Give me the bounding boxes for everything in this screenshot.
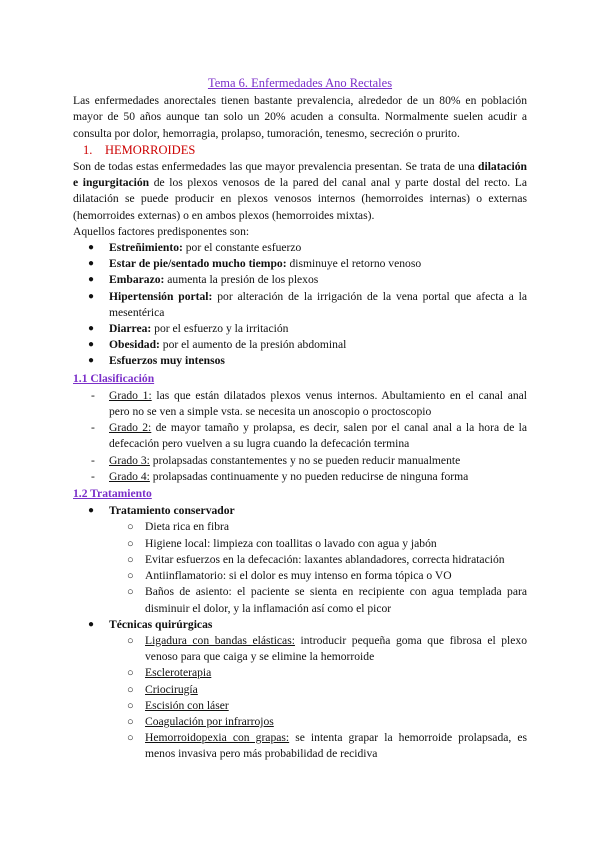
- factor-label: Estar de pie/sentado mucho tiempo:: [109, 257, 287, 271]
- document-content: [73, 75, 527, 763]
- technique-label: Coagulación por infrarrojos: [145, 714, 274, 728]
- list-item: [73, 256, 527, 272]
- list-item: [73, 272, 527, 288]
- factor-text: por alteración de la irrigación de la vena portal que afecta a la mesentérica: [109, 289, 527, 319]
- list-item: [73, 240, 527, 256]
- treatment-group-title: Técnicas quirúrgicas: [109, 617, 213, 631]
- surgical-group: [73, 617, 527, 633]
- intro-paragraph: Las enfermedades anorectales tienen bastante prevalencia, alrededor de un 80% en población mayor de 50 años aunque tan solo un 20% acuden a consulta. Normalmente suelen acudir a consulta por dolor, hemorragia, prolapso, tumoración, tenesmo, secreción o prurito.: [73, 94, 527, 140]
- circle-bullet-icon: ○: [127, 537, 134, 550]
- bullet-icon: ●: [88, 505, 95, 517]
- technique-label: Ligadura con bandas elásticas:: [145, 633, 295, 647]
- list-item: [73, 617, 527, 633]
- circle-bullet-icon: ○: [127, 715, 134, 728]
- circle-bullet-icon: ○: [127, 586, 134, 599]
- circle-bullet-icon: ○: [127, 634, 134, 647]
- section-title: HEMORROIDES: [105, 142, 196, 157]
- technique-label: Escisión con láser: [145, 698, 229, 712]
- para-start: Son de todas estas enfermedades las que mayor prevalencia presentan. Se trata de una: [73, 160, 479, 174]
- circle-bullet-icon: ○: [127, 683, 134, 696]
- technique-label: Hemorroidopexia con grapas:: [145, 731, 290, 745]
- factor-label: Estreñimiento:: [109, 241, 183, 255]
- circle-bullet-icon: ○: [127, 553, 134, 566]
- circle-bullet-icon: ○: [127, 732, 134, 745]
- technique-label: Criocirugía: [145, 682, 198, 696]
- page-title: Tema 6. Enfermedades Ano Rectales: [207, 76, 393, 90]
- list-item: [73, 730, 527, 762]
- list-item: [73, 552, 527, 568]
- grade-text: prolapsadas constantementes y no se pueden reducir manualmente: [149, 453, 461, 467]
- subsection-heading-clasificacion: 1.1 Clasificación: [73, 371, 155, 385]
- bullet-icon: ●: [88, 290, 95, 302]
- bullet-icon: ●: [88, 323, 95, 335]
- factor-text: por el esfuerzo y la irritación: [151, 322, 289, 336]
- hemorroides-paragraph: [73, 159, 527, 224]
- grade-label: Grado 2:: [109, 421, 152, 435]
- grade-label: Grado 1:: [109, 388, 152, 402]
- list-item: [73, 519, 527, 535]
- item-text: Evitar esfuerzos en la defecación: laxantes ablandadores, correcta hidratación: [145, 552, 505, 566]
- grade-text: las que están dilatados plexos venus internos. Abultamiento en el canal anal pero no se ven a simple vsta. se necesita un anoscopio o proctoscopio: [109, 388, 527, 419]
- list-item: [73, 503, 527, 519]
- item-text: Antiinflamatorio: si el dolor es muy intenso en forma tópica o VO: [145, 569, 452, 583]
- list-item: [73, 536, 527, 552]
- list-item: [73, 420, 527, 452]
- factors-list: [73, 240, 527, 370]
- factor-label: Esfuerzos muy intensos: [109, 354, 225, 368]
- grade-label: Grado 3:: [109, 453, 150, 467]
- treatment-group-title: Tratamiento conservador: [109, 504, 235, 518]
- dash-marker: -: [91, 469, 95, 483]
- item-text: Higiene local: limpieza con toallitas o lavado con agua y jabón: [145, 536, 437, 550]
- factor-text: por el constante esfuerzo: [182, 241, 302, 255]
- factor-label: Obesidad:: [109, 338, 160, 352]
- factors-intro: Aquellos factores predisponentes son:: [73, 224, 250, 238]
- bullet-icon: ●: [88, 618, 95, 630]
- treatment-list: [73, 503, 527, 519]
- circle-bullet-icon: ○: [127, 521, 134, 534]
- grade-label: Grado 4:: [109, 469, 150, 483]
- subsection-heading-tratamiento: 1.2 Tratamiento: [73, 487, 152, 501]
- list-item: [73, 714, 527, 730]
- technique-text: introducir pequeña goma que fibrosa el plexo venoso para que caiga y se elimine la hemorroide: [145, 633, 528, 664]
- section-heading-hemorroides: [83, 142, 527, 158]
- circle-bullet-icon: ○: [127, 699, 134, 712]
- para-rest: de los plexos venosos de la pared del canal anal y parte dostal del recto. La dilatación se puede producir en plexos venosos internos (hemorroides internas) o externas (hemorroides externas) o en ambos plexos (hemorroides mixtas).: [73, 176, 527, 222]
- factor-label: Embarazo:: [109, 273, 165, 287]
- list-item: [73, 453, 527, 469]
- conservative-list: [73, 519, 527, 616]
- list-item: [73, 665, 527, 681]
- para-bold: dilatación e ingurgitación: [73, 160, 527, 190]
- technique-label: Escleroterapia: [145, 666, 212, 680]
- bullet-icon: ●: [88, 274, 95, 286]
- list-item: [73, 584, 527, 616]
- list-item: [73, 698, 527, 714]
- dash-marker: -: [91, 421, 95, 435]
- grade-text: de mayor tamaño y prolapsa, es decir, salen por el canal anal a la hora de la defecación pero vuelven a su lugra cuando la defecación termina: [109, 421, 528, 451]
- classification-list: [73, 388, 527, 485]
- bullet-icon: ●: [88, 355, 95, 367]
- technique-text: se intenta grapar la hemorroide prolapsada, es menos invasiva pero más probabilidad de recidiva: [145, 731, 528, 761]
- bullet-icon: ●: [88, 258, 95, 270]
- grade-text: prolapsadas continuamente y no pueden reducirse de ninguna forma: [149, 469, 469, 483]
- dash-marker: -: [91, 453, 95, 467]
- circle-bullet-icon: ○: [127, 570, 134, 583]
- factor-label: Hipertensión portal:: [109, 289, 213, 303]
- surgical-list: [73, 633, 527, 763]
- list-item: [73, 388, 527, 420]
- list-item: [73, 633, 527, 665]
- list-item: [73, 289, 527, 321]
- list-item: [73, 682, 527, 698]
- list-item: [73, 337, 527, 353]
- bullet-icon: ●: [88, 339, 95, 351]
- circle-bullet-icon: ○: [127, 667, 134, 680]
- item-text: Dieta rica en fibra: [145, 520, 230, 534]
- item-text: Baños de asiento: el paciente se sienta en recipiente con agua templada para disminuir el dolor, y la inflamación así como el picor: [145, 585, 527, 615]
- list-item: [73, 568, 527, 584]
- factor-text: aumenta la presión de los plexos: [164, 273, 319, 287]
- list-item: [73, 469, 527, 485]
- factor-text: disminuye el retorno venoso: [286, 257, 422, 271]
- list-item: [73, 353, 527, 369]
- factor-text: por el aumento de la presión abdominal: [159, 338, 347, 352]
- bullet-icon: ●: [88, 242, 95, 254]
- factor-label: Diarrea:: [109, 322, 152, 336]
- dash-marker: -: [91, 388, 95, 402]
- section-number: 1.: [83, 142, 93, 157]
- list-item: [73, 321, 527, 337]
